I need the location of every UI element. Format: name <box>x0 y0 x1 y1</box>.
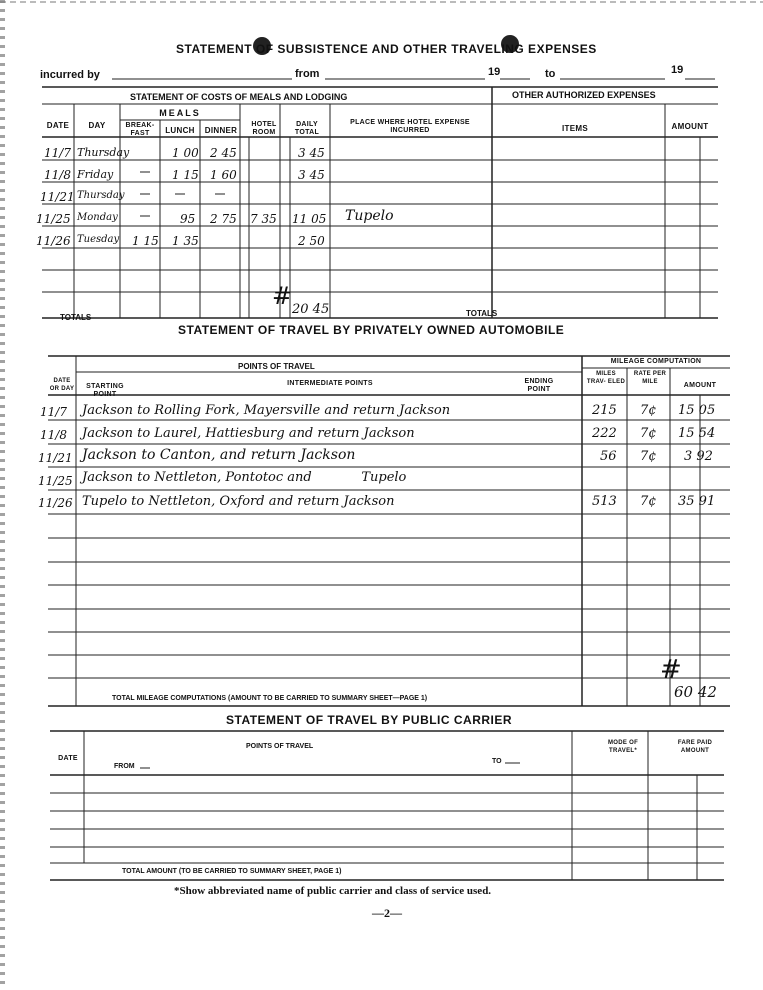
auto-date: 11/26 <box>38 496 73 510</box>
col-place: PLACE WHERE HOTEL EXPENSE INCURRED <box>350 119 470 134</box>
col-hotel: HOTEL ROOM <box>251 121 277 136</box>
meal-place: Tupelo <box>345 208 394 224</box>
form-title: STATEMENT OF SUBSISTENCE AND OTHER TRAVELING EXPENSES <box>176 42 597 56</box>
mileage-computation-header: MILEAGE COMPUTATION <box>610 358 702 365</box>
year-label-a: 19 <box>488 66 501 78</box>
auto-date: 11/7 <box>40 405 67 419</box>
auto-amount: 15 05 <box>678 403 716 418</box>
auto-col-amount: AMOUNT <box>683 382 717 389</box>
meal-breakfast: 1 15 <box>132 234 159 248</box>
auto-rate: 7¢ <box>640 449 657 464</box>
col-items: ITEMS <box>562 124 588 133</box>
col-day: DAY <box>88 121 106 130</box>
auto-points-of-travel: POINTS OF TRAVEL <box>238 362 315 371</box>
carrier-col-fare: FARE PAID AMOUNT <box>677 740 713 754</box>
meal-hotel: 7 35 <box>250 212 277 226</box>
meal-date: 11/21 <box>40 190 75 204</box>
meals-totals-label: TOTALS <box>60 313 92 322</box>
carrier-col-date: DATE <box>58 755 78 762</box>
auto-section-title: STATEMENT OF TRAVEL BY PRIVATELY OWNED AUTOMOBILE <box>178 323 565 337</box>
meal-lunch: 1 35 <box>172 234 199 248</box>
meals-total-mark: # <box>272 282 293 310</box>
carrier-to-label: TO <box>492 758 502 765</box>
meal-date: 11/25 <box>36 212 71 226</box>
col-lunch: LUNCH <box>165 126 195 135</box>
auto-amount: 15 54 <box>678 426 716 441</box>
meal-dinner: 1 60 <box>210 168 237 182</box>
meal-dinner: 2 75 <box>210 212 237 226</box>
carrier-section-title: STATEMENT OF TRAVEL BY PUBLIC CARRIER <box>226 713 513 727</box>
auto-total-mark: # <box>660 655 682 685</box>
other-totals-label: TOTALS <box>466 309 498 318</box>
other-expenses-title: OTHER AUTHORIZED EXPENSES <box>512 90 656 100</box>
meal-day: Thursday <box>77 190 125 201</box>
meal-date: 11/8 <box>44 168 71 182</box>
auto-total-label: TOTAL MILEAGE COMPUTATIONS (AMOUNT TO BE CARRIED TO SUMMARY SHEET—PAGE 1) <box>112 695 428 702</box>
meal-dinner: 2 45 <box>210 146 237 160</box>
col-dinner: DINNER <box>204 126 238 135</box>
carrier-points-of-travel: POINTS OF TRAVEL <box>246 743 314 750</box>
meal-daily: 3 45 <box>298 168 325 182</box>
auto-col-intermediate: INTERMEDIATE POINTS <box>287 380 373 387</box>
auto-rate: 7¢ <box>640 426 657 441</box>
auto-col-start: STARTING POINT <box>86 383 124 398</box>
auto-col-date: DATE OR DAY <box>49 378 75 392</box>
auto-route: Jackson to Laurel, Hattiesburg and return Jackson <box>82 426 415 441</box>
auto-route: Jackson to Nettleton, Pontotoc and Tupelo <box>82 470 407 485</box>
carrier-col-mode: MODE OF TRAVEL* <box>607 740 639 754</box>
meal-day: Monday <box>77 212 118 223</box>
year-label-b: 19 <box>671 64 684 76</box>
auto-date: 11/8 <box>40 428 67 442</box>
col-daily-total: DAILY TOTAL <box>294 121 320 136</box>
auto-route: Tupelo to Nettleton, Oxford and return Jackson <box>82 494 395 509</box>
auto-rate: 7¢ <box>640 494 657 509</box>
meal-daily: 2 50 <box>298 234 325 248</box>
auto-col-ending: ENDING POINT <box>524 378 554 393</box>
auto-col-miles: MILES TRAV- ELED <box>586 371 626 385</box>
auto-amount: 3 92 <box>684 449 713 464</box>
meals-section-title: STATEMENT OF COSTS OF MEALS AND LODGING <box>130 92 348 102</box>
auto-miles: 222 <box>592 426 617 441</box>
meal-daily: 3 45 <box>298 146 325 160</box>
meals-total-value: 20 45 <box>292 302 330 317</box>
carrier-total-label: TOTAL AMOUNT (TO BE CARRIED TO SUMMARY SHEET, PAGE 1) <box>122 868 342 875</box>
meal-lunch: 95 <box>180 212 196 226</box>
col-breakfast: BREAK- FAST <box>125 122 155 137</box>
meal-daily: 11 05 <box>292 212 327 226</box>
meal-lunch: 1 00 <box>172 146 199 160</box>
meal-date: 11/26 <box>36 234 71 248</box>
meal-date: 11/7 <box>44 146 71 160</box>
footnote: *Show abbreviated name of public carrier and class of service used. <box>174 885 492 897</box>
carrier-from-label: FROM <box>114 763 135 770</box>
meal-day: Thursday <box>77 146 130 159</box>
auto-amount: 35 91 <box>678 494 716 509</box>
page-number: —2— <box>372 906 402 920</box>
auto-col-rate: RATE PER MILE <box>633 371 667 385</box>
auto-route: Jackson to Rolling Fork, Mayersville and return Jackson <box>82 403 451 418</box>
auto-total-value: 60 42 <box>674 683 717 701</box>
auto-route: Jackson to Canton, and return Jackson <box>82 447 356 463</box>
meal-lunch: 1 15 <box>172 168 199 182</box>
auto-rate: 7¢ <box>640 403 657 418</box>
meal-day: Tuesday <box>77 234 120 245</box>
auto-miles: 215 <box>592 403 617 418</box>
col-meals: MEALS <box>159 108 201 118</box>
incurred-by-label: incurred by <box>40 69 100 81</box>
auto-date: 11/21 <box>38 451 73 465</box>
col-date: DATE <box>46 121 70 130</box>
auto-date: 11/25 <box>38 474 73 488</box>
meal-day: Friday <box>77 168 114 181</box>
auto-miles: 56 <box>600 449 617 464</box>
from-label: from <box>295 68 320 80</box>
auto-miles: 513 <box>592 494 617 509</box>
to-label: to <box>545 68 556 80</box>
col-amount: AMOUNT <box>671 122 709 131</box>
